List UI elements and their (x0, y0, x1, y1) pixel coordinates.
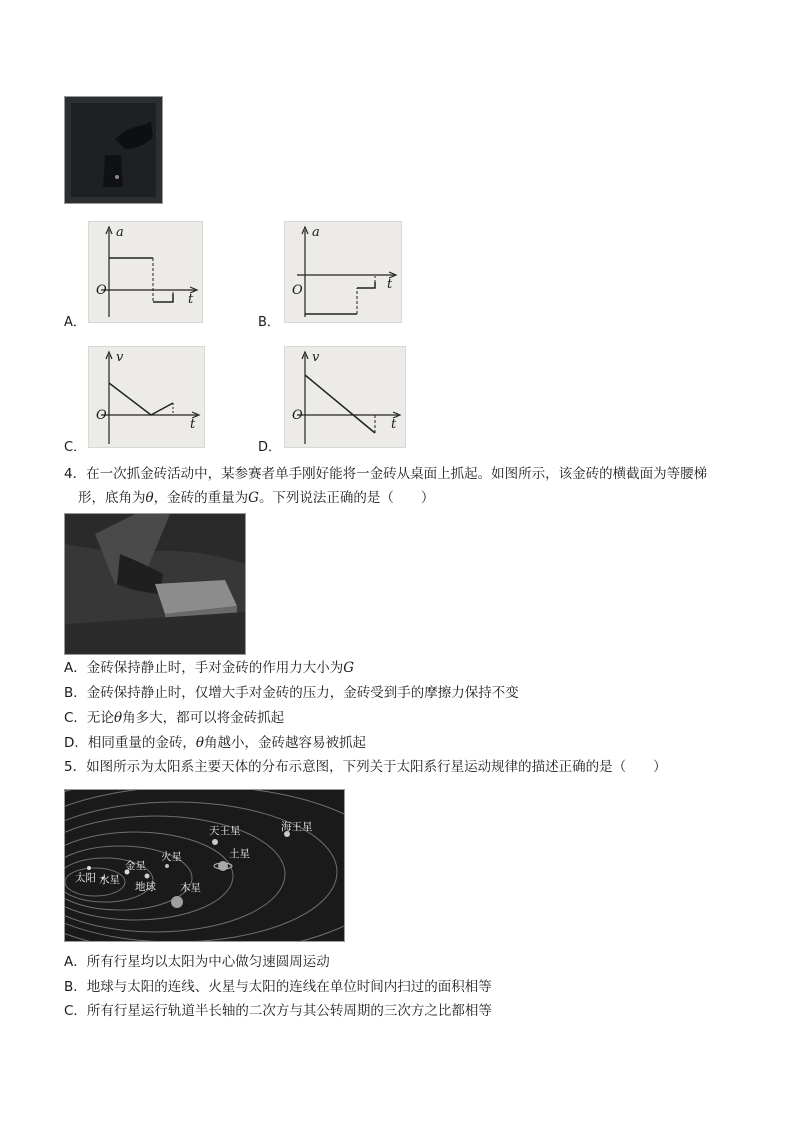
q5-stem: 5．如图所示为太阳系主要天体的分布示意图，下列关于太阳系行星运动规律的描述正确的是（ ） (64, 759, 667, 775)
label-venus: 金星 (125, 860, 146, 872)
graph-b (284, 221, 402, 323)
option-c-label: C． (64, 440, 87, 455)
q5-option-a: A．所有行星均以太阳为中心做匀速圆周运动 (64, 954, 330, 970)
q5-option-c: C．所有行星运行轨道半长轴的二次方与其公转周期的三次方之比都相等 (64, 1003, 492, 1019)
label-saturn: 土星 (229, 848, 250, 860)
dark-photo (64, 96, 163, 204)
q4-option-c: C．无论θ角多大，都可以将金砖抓起 (64, 710, 285, 726)
option-d-label: D． (258, 440, 282, 455)
theta-symbol: θ (145, 490, 154, 506)
graph-b-origin: O (292, 283, 303, 298)
graph-d (284, 346, 406, 448)
label-mars: 火星 (161, 851, 182, 863)
solar-system-orbits (65, 790, 344, 941)
q5-option-b: B．地球与太阳的连线、火星与太阳的连线在单位时间内扫过的面积相等 (64, 979, 492, 995)
graph-a-x-label: t (188, 292, 194, 307)
solar-system-photo (64, 789, 345, 942)
graph-a (88, 221, 203, 323)
q4-stem-line2: 形，底角为θ，金砖的重量为G。下列说法正确的是（ ） (78, 490, 435, 506)
label-jupiter: 木星 (180, 882, 201, 894)
graph-c (88, 346, 205, 448)
graph-b-y-label: a (312, 225, 320, 240)
graph-a-y-label: a (116, 225, 124, 240)
graph-d-origin: O (292, 408, 303, 423)
graph-a-origin: O (96, 283, 107, 298)
gold-brick-photo (64, 513, 246, 655)
q4-stem (64, 462, 744, 510)
gold-brick-drawing (65, 514, 245, 654)
graph-c-origin: O (96, 408, 107, 423)
weight-symbol: G (248, 490, 259, 506)
graph-b-x-label: t (387, 277, 393, 292)
graph-d-y-label: v (312, 350, 320, 365)
dark-photo-drawing (65, 97, 162, 203)
label-uranus: 天王星 (209, 825, 241, 837)
q4-option-b: B．金砖保持静止时，仅增大手对金砖的压力，金砖受到手的摩擦力保持不变 (64, 685, 519, 701)
label-neptune: 海王星 (281, 821, 313, 833)
option-a-label: A． (64, 315, 86, 330)
option-b-label: B． (258, 315, 280, 330)
label-earth: 地球 (135, 881, 156, 893)
graph-d-x-label: t (391, 417, 397, 432)
label-sun: 太阳 (75, 872, 96, 884)
label-mercury: 水星 (99, 874, 120, 886)
q4-option-a: A．金砖保持静止时，手对金砖的作用力大小为G (64, 660, 355, 676)
graph-c-y-label: v (116, 350, 124, 365)
q4-stem-line1: 4．在一次抓金砖活动中，某参赛者单手刚好能将一金砖从桌面上抓起。如图所示，该金砖的横截面为等腰梯 (64, 466, 708, 482)
q4-option-d: D．相同重量的金砖，θ角越小，金砖越容易被抓起 (64, 735, 367, 751)
graph-c-x-label: t (190, 417, 196, 432)
